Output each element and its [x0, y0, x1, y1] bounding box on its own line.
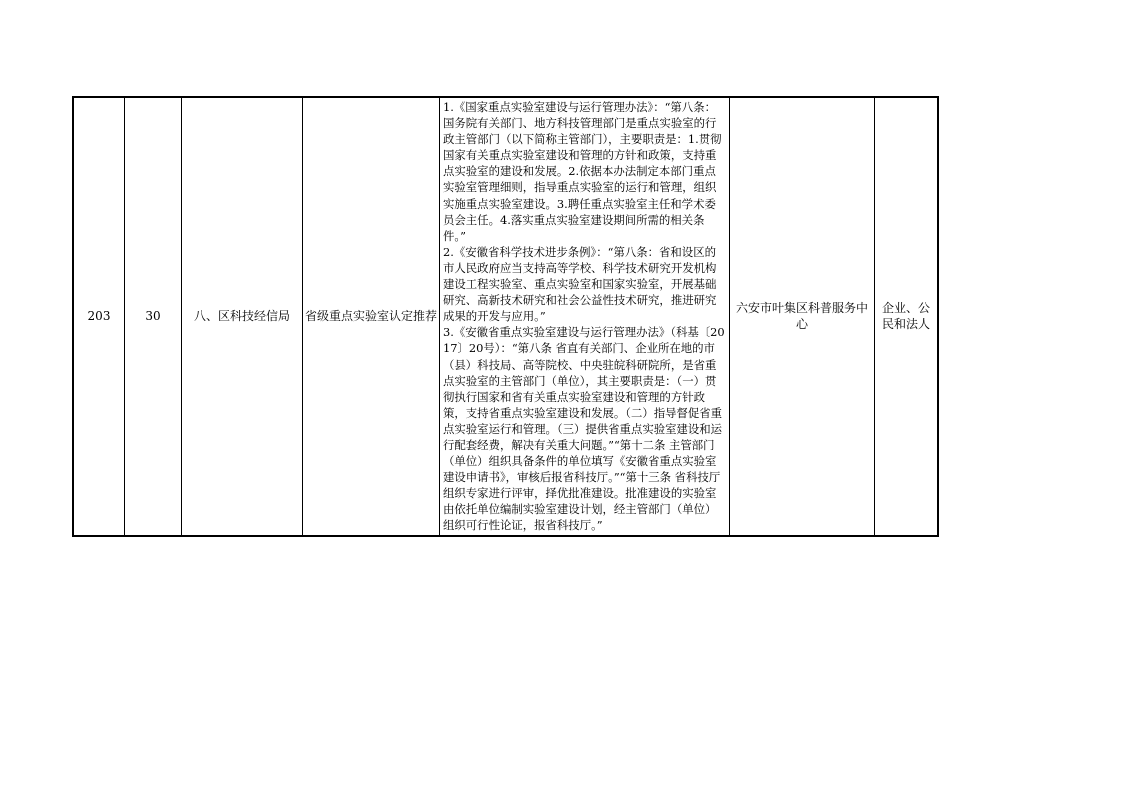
legal-basis-1: 1.《国家重点实验室建设与运行管理办法》：“第八条： 国务院有关部门、地方科技管理部门是重点实验室的行政主管部门（以下简称主管部门），主要职责是：1.贯彻国家有关重点实验室建设和管理的方针和政策，支持重点实验室的建设和发展。2.依据本办法制定本部门重点实验室管理细则，指导重点实验室的运行和管理，组织实施重点实验室建设。3.聘任重点实验室主任和学术委员会主任。4.落实重点实验室建设期间所需的相关条件。”: [443, 100, 722, 243]
legal-basis-3: 3.《安徽省重点实验室建设与运行管理办法》（科基〔2017〕20号）：“第八条 省直有关部门、企业所在地的市（县）科技局、高等院校、中央驻皖科研院所，是省重点实验室的主管部门（单位），其主要职责是：（一）贯彻执行国家和省有关重点实验室建设和管理的方针政策，支持省重点实验室建设和发展。（二）指导督促省重点实验室运行和管理。（三）提供省重点实验室建设和运行配套经费，解决有关重大问题。”“第十二条 主管部门（单位）组织具备条件的单位填写《安徽省重点实验室建设申请书》，审核后报省科技厅。”“第十三条 省科技厅组织专家进行评审，择优批准建设。批准建设的实验室由依托单位编制实验室建设计划，经主管部门（单位）组织可行性论证，报省科技厅。”: [443, 325, 725, 533]
table-row: [73, 97, 938, 536]
service-target-cell: 企业、公民和法人: [875, 97, 939, 536]
sequence-number-cell: 203: [73, 97, 125, 536]
document-table: [72, 96, 939, 537]
department-cell: 八、区科技经信局: [182, 97, 303, 536]
item-name-cell: 省级重点实验室认定推荐: [303, 97, 440, 536]
implementing-unit-cell: 六安市叶集区科普服务中心: [730, 97, 875, 536]
legal-basis-cell: [440, 97, 730, 536]
item-number-cell: 30: [125, 97, 182, 536]
legal-basis-2: 2.《安徽省科学技术进步条例》：“第八条：省和设区的市人民政府应当支持高等学校、科学技术研究开发机构建设工程实验室、重点实验室和国家实验室，开展基础研究、高新技术研究和社会公益性技术研究，推进研究成果的开发与应用。”: [443, 244, 717, 324]
